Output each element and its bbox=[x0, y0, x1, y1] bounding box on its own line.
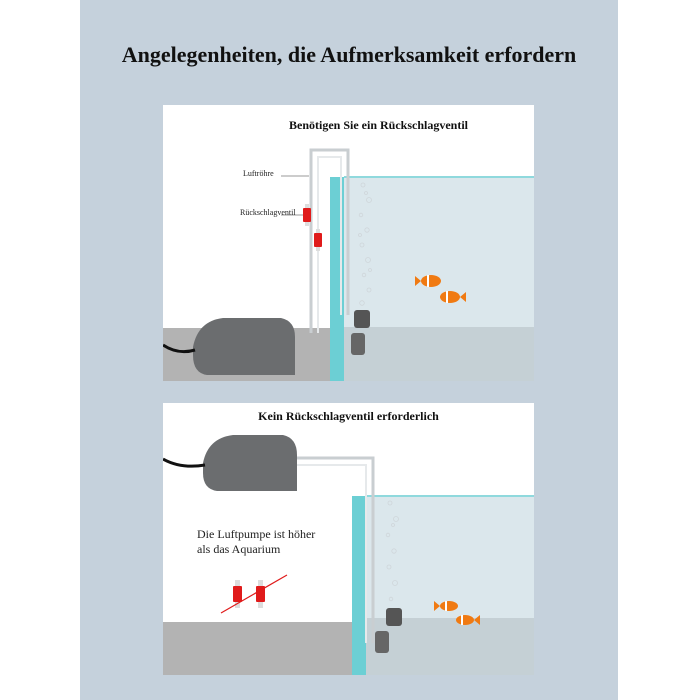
check-valve-icon bbox=[314, 229, 322, 251]
pump-height-note bbox=[197, 527, 315, 557]
note-line: Die Luftpumpe ist höher bbox=[197, 527, 316, 541]
air-pump bbox=[193, 318, 295, 375]
panel-heading: Kein Rückschlagventil erforderlich bbox=[258, 409, 439, 423]
aquarium-glass-wall bbox=[352, 496, 366, 675]
right-margin bbox=[618, 0, 700, 700]
panel-no-check-valve bbox=[163, 403, 534, 675]
note-line: als das Aquarium bbox=[197, 542, 281, 556]
check-valve-icon bbox=[256, 580, 265, 608]
air-pump bbox=[203, 435, 297, 491]
airstone bbox=[386, 608, 402, 626]
left-margin bbox=[0, 0, 80, 700]
panel-heading: Benötigen Sie ein Rückschlagventil bbox=[288, 118, 468, 132]
air-tube-label: Luftröhre bbox=[243, 169, 274, 178]
power-cable bbox=[163, 459, 205, 466]
aquarium-gravel bbox=[338, 327, 534, 381]
airstone bbox=[354, 310, 370, 328]
page-title: Angelegenheiten, die Aufmerksamkeit erfordern bbox=[121, 42, 577, 67]
scene-pump-below-aquarium bbox=[163, 105, 534, 381]
check-valve-label: Rückschlagventil bbox=[240, 208, 296, 217]
strike-through-line bbox=[221, 575, 287, 613]
panel-check-valve-needed bbox=[163, 105, 534, 381]
